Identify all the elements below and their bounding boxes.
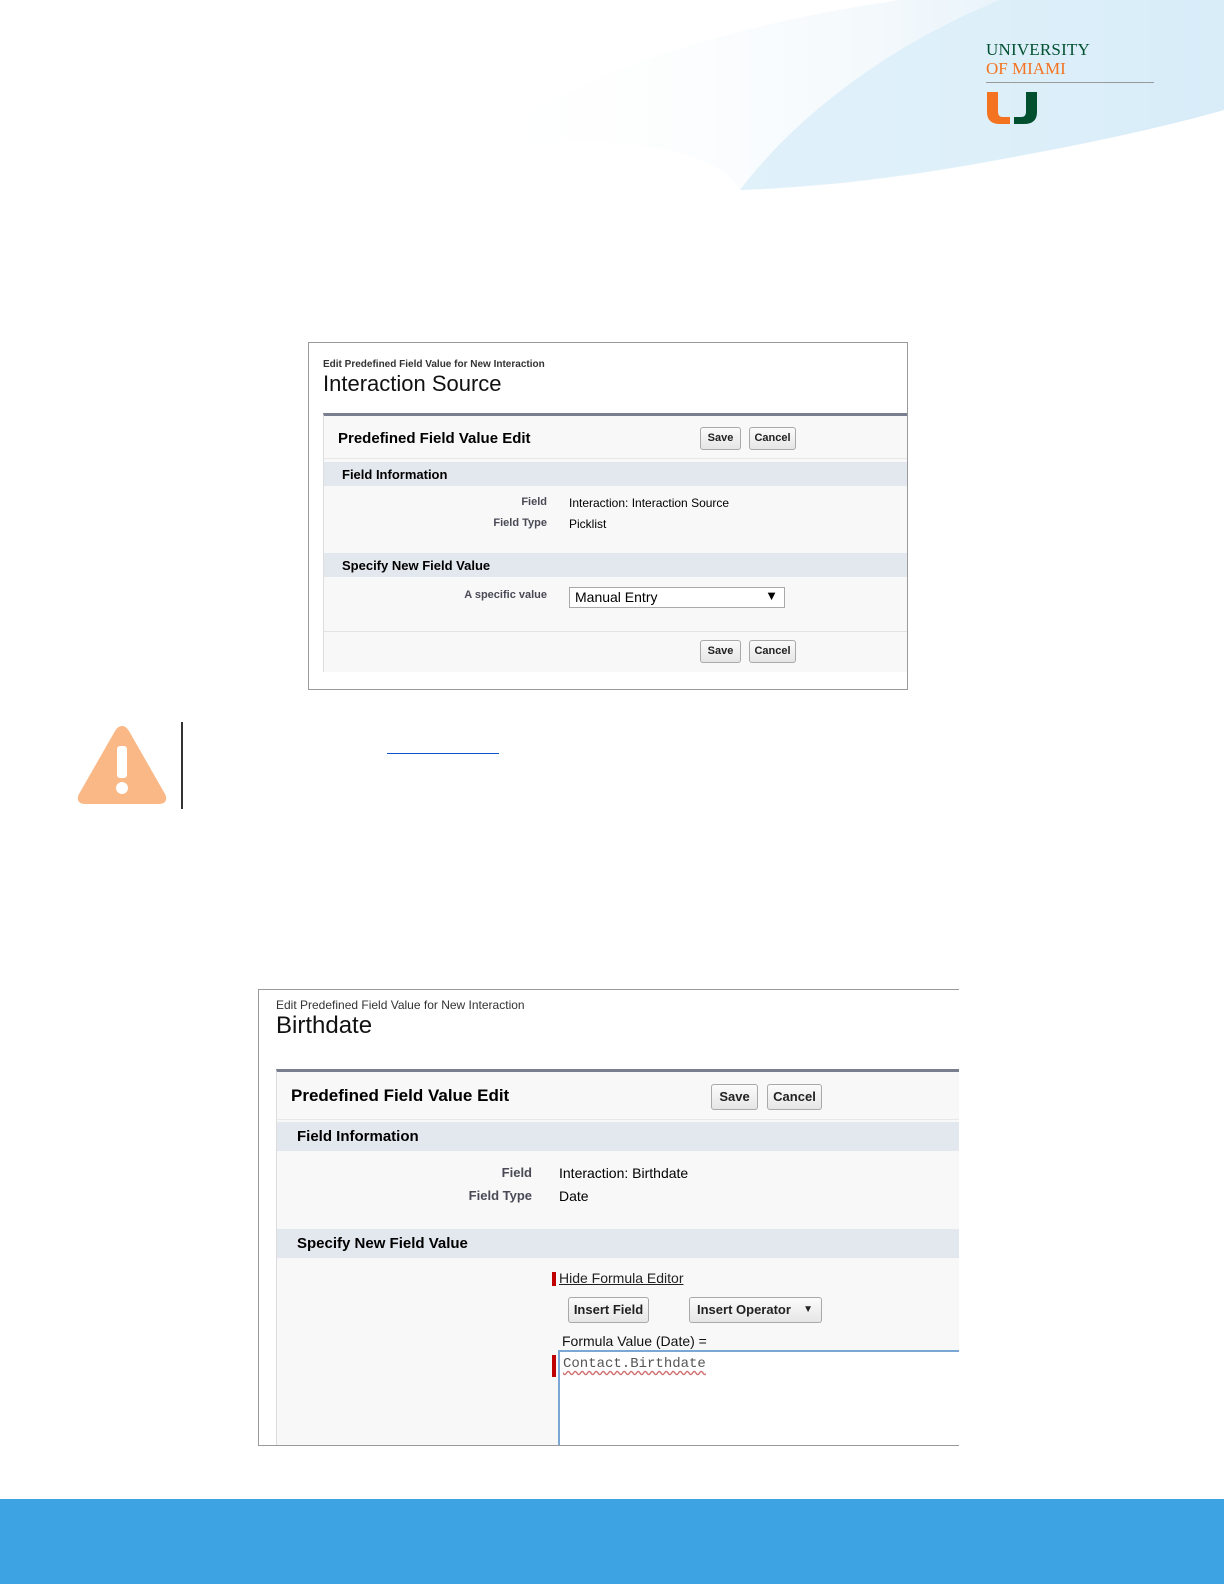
block-title: Predefined Field Value Edit	[291, 1086, 510, 1105]
footer-divider	[324, 631, 908, 632]
footer-band	[0, 1499, 1224, 1584]
field-type-value: Date	[559, 1188, 589, 1204]
section-field-information	[277, 1122, 959, 1151]
birthdate-screenshot	[258, 989, 959, 1446]
field-type-label: Field Type	[493, 517, 547, 529]
specific-value-label: A specific value	[464, 589, 547, 601]
formula-text: Contact.Birthdate	[563, 1356, 706, 1372]
save-button[interactable]: Save	[700, 427, 741, 450]
save-button[interactable]: Save	[711, 1084, 758, 1110]
page-title: Interaction Source	[323, 371, 502, 396]
formula-editor-textarea[interactable]	[558, 1350, 959, 1446]
interaction-source-screenshot	[308, 342, 908, 690]
section-specify-new-value	[324, 553, 908, 577]
select-value: Manual Entry	[575, 589, 658, 605]
field-value: Interaction: Interaction Source	[569, 496, 730, 510]
logo-divider	[986, 82, 1154, 83]
field-label: Field	[521, 496, 547, 508]
logo-line-of-miami: OF MIAMI	[986, 59, 1066, 78]
page-title: Birthdate	[276, 1012, 373, 1039]
u-logo-icon	[986, 90, 1038, 124]
section-title: Field Information	[342, 467, 448, 482]
cancel-button-bottom[interactable]: Cancel	[749, 640, 796, 663]
hide-formula-editor-link[interactable]: Hide Formula Editor	[559, 1270, 684, 1286]
warning-triangle-icon	[76, 724, 168, 806]
insert-operator-button[interactable]	[689, 1297, 822, 1323]
save-button-bottom[interactable]: Save	[700, 640, 741, 663]
field-label: Field	[501, 1165, 532, 1180]
field-type-label: Field Type	[468, 1188, 532, 1203]
chevron-down-icon: ▼	[765, 588, 778, 603]
insert-field-button[interactable]: Insert Field	[568, 1297, 649, 1323]
warning-link[interactable]	[387, 735, 499, 754]
section-title: Specify New Field Value	[297, 1235, 468, 1252]
specific-value-select[interactable]	[569, 587, 785, 608]
field-value: Interaction: Birthdate	[559, 1165, 689, 1181]
required-marker	[552, 1355, 556, 1377]
formula-label: Formula Value (Date) =	[562, 1333, 707, 1349]
section-title: Field Information	[297, 1128, 419, 1145]
section-specify-new-value	[277, 1229, 959, 1258]
warning-divider	[181, 722, 183, 809]
page-block	[323, 413, 908, 672]
insert-operator-label: Insert Operator	[697, 1302, 791, 1317]
block-title: Predefined Field Value Edit	[338, 430, 531, 447]
required-marker	[552, 1272, 556, 1286]
cancel-button[interactable]: Cancel	[767, 1084, 822, 1110]
section-field-information	[324, 462, 908, 486]
cancel-button[interactable]: Cancel	[749, 427, 796, 450]
university-logo	[986, 40, 1156, 129]
page-caption: Edit Predefined Field Value for New Interaction	[276, 998, 525, 1012]
page-block-header	[277, 1072, 959, 1120]
page-caption: Edit Predefined Field Value for New Interaction	[323, 359, 545, 370]
section-title: Specify New Field Value	[342, 558, 491, 573]
chevron-down-icon: ▼	[803, 1304, 813, 1315]
logo-line-university: UNIVERSITY	[986, 40, 1090, 59]
page-block	[276, 1069, 959, 1446]
page-block-header	[324, 416, 908, 459]
field-type-value: Picklist	[569, 517, 607, 531]
